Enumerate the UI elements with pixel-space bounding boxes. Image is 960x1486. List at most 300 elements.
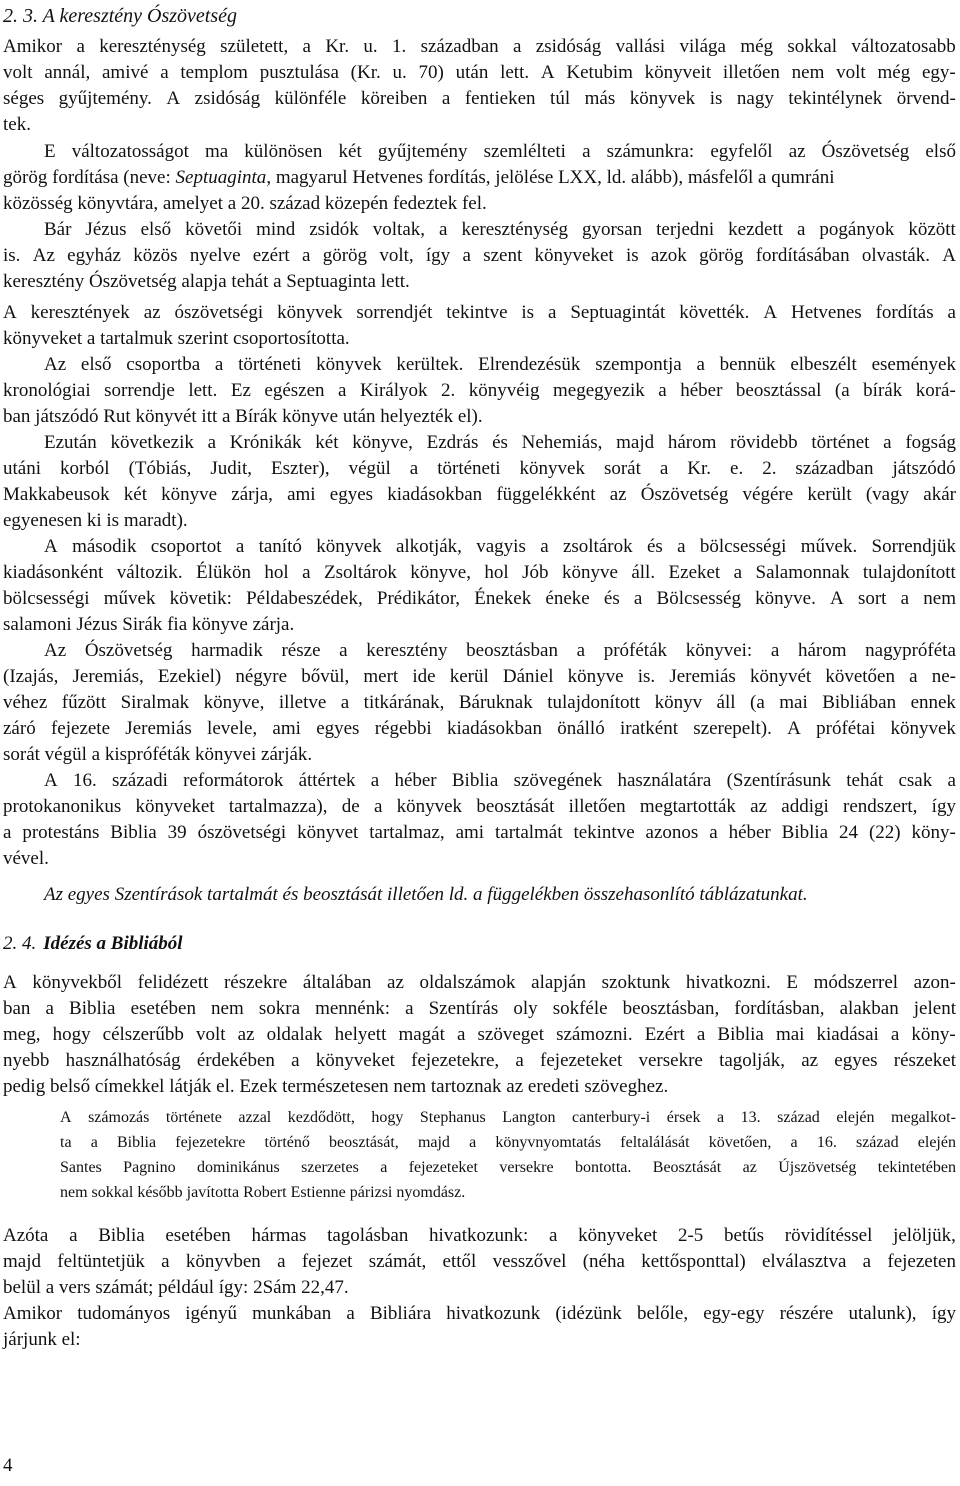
paragraph-line [3, 378, 956, 404]
word: utalunk), [848, 1303, 917, 1324]
word: a [302, 36, 311, 57]
word: Ezekiel) [157, 666, 222, 687]
septuaginta-italic: Septuaginta [175, 167, 267, 188]
word: igényű [185, 1303, 237, 1324]
word: volt, [379, 245, 414, 266]
word: esetében [130, 998, 196, 1019]
word: három [797, 640, 847, 661]
word: könyve. [755, 588, 816, 609]
word: Biblia [69, 998, 116, 1019]
word: fejezetekre, [411, 1050, 500, 1071]
word: század [855, 1134, 899, 1151]
word: fordításában [755, 245, 850, 266]
word: Kr. [325, 36, 350, 57]
word: Jeremiás [669, 666, 736, 687]
word: a [301, 245, 311, 266]
word: addigi [781, 796, 829, 817]
word: az [387, 972, 404, 993]
word: Sorrendjük [871, 536, 956, 557]
word: világa [679, 36, 726, 57]
word: nyelve [189, 245, 241, 266]
word: fűzött [61, 692, 107, 713]
word: Kr. [687, 458, 712, 479]
word: egészen [264, 380, 325, 401]
word: Királyok [359, 380, 428, 401]
word: (vagy [865, 484, 910, 505]
word: gyűjtemény. [58, 88, 152, 109]
word: a [373, 796, 383, 817]
word: a [291, 1050, 300, 1071]
word: nem [923, 588, 956, 609]
word: követik: [169, 588, 232, 609]
word: alkotják, [395, 536, 462, 557]
word: gyorsan [581, 219, 643, 240]
paragraph-line [3, 586, 956, 612]
word: elején [836, 1109, 875, 1126]
word: könyve, [410, 562, 471, 583]
paragraph-line [3, 86, 956, 112]
word: a [90, 1134, 98, 1151]
paragraph-line: tek. [3, 114, 31, 135]
word: meg, [3, 1024, 41, 1045]
word: fogság [905, 432, 956, 453]
word: ban [3, 998, 31, 1019]
heading-number: 2. 4. [3, 933, 37, 954]
word: Az [32, 245, 55, 266]
word: 70) [418, 62, 444, 83]
word: Ezeket [668, 562, 721, 583]
word: Ezdrás [426, 432, 479, 453]
word: használhatóság [65, 1050, 181, 1071]
word: két [338, 141, 362, 162]
word: a [161, 1251, 170, 1272]
word: hol [264, 562, 289, 583]
word: könyve, [352, 432, 413, 453]
word: beosztásban, [622, 998, 720, 1019]
word: akár [923, 484, 956, 505]
word: volt [195, 1024, 226, 1045]
word: a [733, 562, 743, 583]
word: Ószövetség [84, 640, 173, 661]
word: különösen [244, 141, 323, 162]
word: mind [256, 219, 296, 240]
word: használatára [617, 770, 712, 791]
word: ami [287, 484, 316, 505]
word: a [576, 640, 586, 661]
word: elválasztva [761, 1251, 847, 1272]
word: után [455, 62, 489, 83]
word: Újszövetség [778, 1159, 857, 1176]
word: Biblia [98, 1225, 145, 1246]
word: áll [716, 692, 736, 713]
word: mert [363, 666, 399, 687]
word: szoktunk [601, 972, 671, 993]
word: belőle, [636, 1303, 689, 1324]
word: számozás [88, 1109, 150, 1126]
word: mennénk: [315, 998, 391, 1019]
word: Jób [522, 562, 549, 583]
word: a [513, 36, 522, 57]
word: kiadásai [816, 1024, 879, 1045]
word: (Tóbiás, [128, 458, 192, 479]
paragraph-line [3, 1022, 956, 1048]
word: a [947, 302, 956, 323]
word: betűs [723, 1225, 765, 1246]
section-heading: 2. 3. A keresztény Ószövetség [3, 5, 238, 27]
word: görög [322, 245, 368, 266]
word: szövegének [513, 770, 603, 791]
word: könyvéig [468, 380, 540, 401]
word: kezdődött, [287, 1109, 355, 1126]
word: bírák [863, 380, 903, 401]
paragraph-line [3, 560, 956, 586]
word: a [900, 588, 910, 609]
paragraph-line [3, 996, 956, 1022]
word: kerül [449, 666, 489, 687]
word: bölcsességi [699, 536, 787, 557]
paragraph-line [3, 664, 956, 690]
word: volt [836, 62, 866, 83]
word: számát, [368, 1251, 427, 1272]
word: Ószövetség [821, 141, 910, 162]
word: Ketubim [566, 62, 633, 83]
word: kiadásonként [3, 562, 104, 583]
word: még [877, 62, 911, 83]
word: önálló [557, 718, 605, 739]
word: a [909, 666, 918, 687]
word: iratként [619, 718, 679, 739]
word: bővül, [301, 666, 350, 687]
word: számozni. [556, 1024, 633, 1045]
word: köny- [911, 822, 956, 843]
word: a [515, 1050, 524, 1071]
word: terjedni [656, 219, 715, 240]
word: a [696, 1024, 706, 1045]
paragraph-line [3, 1249, 956, 1275]
word: a [947, 770, 956, 791]
word: első [140, 219, 172, 240]
word: a [441, 88, 451, 109]
word: egy- [921, 62, 956, 83]
word: könyve, [203, 692, 265, 713]
word: megalkot- [891, 1109, 956, 1126]
word: könyvet [297, 822, 359, 843]
word: görög [699, 245, 744, 266]
word: A [44, 536, 58, 557]
word: a [548, 302, 557, 323]
word: ami [455, 822, 485, 843]
word: könyvek [890, 718, 956, 739]
word: a [409, 458, 419, 479]
word: versekre [499, 1159, 554, 1176]
word: (a [750, 692, 765, 713]
word: Azóta [3, 1225, 49, 1246]
word: fejezeteket [540, 1050, 623, 1071]
word: 2-5 [677, 1225, 704, 1246]
paragraph-line [3, 165, 956, 191]
word: (néha [582, 1251, 625, 1272]
small-print-line [60, 1107, 956, 1129]
word: illetve [278, 692, 327, 713]
word: alakban [839, 998, 899, 1019]
word: lett. [500, 62, 530, 83]
word: a [235, 536, 245, 557]
word: így [931, 1303, 956, 1324]
word: ennek [910, 692, 956, 713]
word: művek [103, 588, 156, 609]
word: Amikor [3, 36, 63, 57]
word: nyebb [3, 1050, 50, 1071]
word: két [315, 432, 339, 453]
word: oldalszámok [419, 972, 516, 993]
word: protokanonikus [3, 796, 122, 817]
word: Pagnino [123, 1159, 176, 1176]
word: a [696, 354, 705, 375]
word: a [160, 62, 169, 83]
small-print-line: nem sokkal később javította Robert Estienne párizsi nyomdász. [60, 1184, 466, 1201]
paragraph-line [44, 430, 956, 456]
text-group [3, 167, 835, 188]
word: célszerűbb [102, 1024, 184, 1045]
word: a [469, 1134, 477, 1151]
word: lett. [188, 380, 218, 401]
word: majd [3, 1251, 41, 1272]
word: szempontja [595, 354, 682, 375]
word: tagolásban [327, 1225, 409, 1246]
word: megtartották [639, 796, 736, 817]
word: Biblia [451, 770, 499, 791]
word: megegyezik [552, 380, 645, 401]
word: köreiben [360, 88, 428, 109]
word: században [420, 36, 499, 57]
word: Nehemiás, [521, 432, 603, 453]
word: volt [3, 62, 33, 83]
paragraph-line [3, 34, 956, 60]
word: így [425, 245, 451, 266]
paragraph-line: járjunk el: [3, 1329, 81, 1350]
word: a [302, 562, 311, 583]
word: Biblia [717, 1024, 764, 1045]
word: voltak, [372, 219, 426, 240]
word: két [123, 484, 147, 505]
word: az [143, 302, 161, 323]
word: Eszter), [271, 458, 330, 479]
word: keresztények [30, 302, 130, 323]
word: utáni [3, 458, 41, 479]
word: követően, [708, 1134, 772, 1151]
word: tekintetében [877, 1159, 956, 1176]
paragraph-line: közösség könyvtára, amelyet a 20. század közepén fedeztek fel. [3, 193, 487, 214]
word: Az [44, 354, 67, 375]
word: E [44, 141, 56, 162]
word: könyvek [629, 88, 696, 109]
word: fentieken [464, 88, 536, 109]
word: ma [204, 141, 229, 162]
word: keresztény [366, 640, 448, 661]
word: Bibliára [369, 1303, 432, 1324]
word: Prédikátor, [376, 588, 461, 609]
word: a [45, 998, 54, 1019]
word: mai [775, 1024, 805, 1045]
word: nagy [736, 88, 774, 109]
word: bontotta. [574, 1159, 632, 1176]
word: illetően [568, 796, 626, 817]
word: nem [791, 62, 825, 83]
word: az [788, 141, 806, 162]
word: feltalálását [620, 1134, 690, 1151]
word: csak [898, 770, 933, 791]
word: könyvekből [32, 972, 123, 993]
paragraph-line: belül a vers számát; például így: 2Sám 22,47. [3, 1277, 349, 1298]
paragraph-line [3, 482, 956, 508]
word: Énekek [474, 588, 532, 609]
paragraph-line [3, 300, 956, 326]
word: Biblia [116, 1134, 157, 1151]
word: Santes [60, 1159, 102, 1176]
word: A [830, 588, 844, 609]
word: e. [730, 458, 744, 479]
word: általában [302, 972, 372, 993]
word: még [740, 36, 774, 57]
word: titkárának, [363, 692, 445, 713]
word: hol [484, 562, 509, 583]
word: érsek [666, 1109, 701, 1126]
word: követték. [679, 302, 750, 323]
word: tulajdonított [862, 562, 956, 583]
word: is [709, 88, 723, 109]
word: tagolják, [719, 1050, 786, 1071]
word: (a [834, 380, 850, 401]
paragraph-line [44, 638, 956, 664]
word: (Szentírásunk [726, 770, 832, 791]
word: harmadik [191, 640, 263, 661]
word: egyes [316, 718, 360, 739]
word: Dániel [502, 666, 554, 687]
word: héber [728, 822, 771, 843]
word: sort [857, 588, 887, 609]
word: bennük [719, 354, 776, 375]
word: oly [513, 998, 538, 1019]
word: tartalmazza), [228, 796, 328, 817]
word: örvend- [896, 88, 956, 109]
word: A [540, 62, 555, 83]
word: majd [417, 1134, 450, 1151]
paragraph-line: egyenesen ki is maradt). [3, 510, 188, 531]
word: záró [3, 718, 36, 739]
word: Krónikák [229, 432, 302, 453]
word: Jeremiás [125, 718, 192, 739]
word: egyfelől [710, 141, 773, 162]
word: könyveket [135, 796, 215, 817]
word: túl [550, 88, 571, 109]
word: kronológiai [3, 380, 91, 401]
word: kereszténység [99, 36, 206, 57]
word: mai [779, 692, 808, 713]
word: könyvek [519, 458, 585, 479]
word: könyveket [534, 245, 614, 266]
word: könyvek [316, 536, 382, 557]
word: második [72, 536, 137, 557]
word: a [717, 1109, 725, 1126]
word: csoportba [126, 354, 201, 375]
word: A [60, 1109, 72, 1126]
word: sorrendje [104, 380, 175, 401]
word: ne- [931, 666, 956, 687]
word: héber [680, 380, 723, 401]
word: tehát [846, 770, 884, 791]
word: szent [483, 245, 523, 266]
word: Bibliában [822, 692, 897, 713]
word: történeti [238, 354, 302, 375]
word: vesszővel [492, 1251, 567, 1272]
paragraph-line [3, 456, 956, 482]
word: is [521, 302, 535, 323]
word: könyvben [185, 1251, 261, 1272]
word: zsidóság [194, 88, 261, 109]
word: vallási [615, 36, 666, 57]
word: a [277, 1251, 286, 1272]
word: Hetvenes [790, 302, 862, 323]
word: művek. [800, 536, 858, 557]
word: a [338, 380, 347, 401]
word: ettől [442, 1251, 477, 1272]
word: a [214, 354, 224, 375]
paragraph-line [44, 352, 956, 378]
word: a [709, 822, 718, 843]
word: a [790, 1134, 798, 1151]
word: kezdett [728, 219, 783, 240]
word: a [346, 1303, 355, 1324]
word: a [658, 380, 667, 401]
word: a [370, 770, 380, 791]
word: Makkabeusok [3, 484, 110, 505]
word: Ezért [644, 1024, 685, 1045]
word: Jeremiás, [72, 666, 144, 687]
word: az [237, 1024, 255, 1045]
italic-note: Az egyes Szentírások tartalmát és beosztását illetően ld. a függelékben összehasonlító táblázatunkat. [44, 884, 808, 905]
word: (22) [868, 822, 901, 843]
word: pusztulása [259, 62, 339, 83]
word: próféták [603, 640, 668, 661]
word: a [633, 588, 643, 609]
word: 16. [72, 770, 97, 791]
word: Bár [44, 219, 72, 240]
word: zsoltárok [562, 536, 633, 557]
word: kereszténység [461, 219, 568, 240]
word: (idézünk [555, 1303, 622, 1324]
paragraph-line [3, 716, 956, 742]
word: rövidítéssel [784, 1225, 873, 1246]
word: 13. [740, 1109, 761, 1126]
word: számunkra: [606, 141, 695, 162]
word: a [340, 692, 350, 713]
word: fordítás [875, 302, 934, 323]
word: az [609, 484, 627, 505]
paragraph-line: ban játszódó Rut könyvét itt a Bírák könyve után helyezték el). [3, 406, 483, 427]
word: A [787, 718, 801, 739]
paragraph-line: könyveket a tartalmuk szerint csoportosította. [3, 328, 350, 349]
word: Biblia [110, 822, 157, 843]
word: A [763, 302, 778, 323]
small-print-line [60, 1157, 956, 1179]
word: felidézett [137, 972, 209, 993]
word: játszódó [892, 458, 956, 479]
word: versekre [638, 1050, 703, 1071]
word: különféle [274, 88, 347, 109]
word: sorrendjét [356, 302, 433, 323]
word: szerzetes [301, 1159, 359, 1176]
word: végül [348, 458, 391, 479]
